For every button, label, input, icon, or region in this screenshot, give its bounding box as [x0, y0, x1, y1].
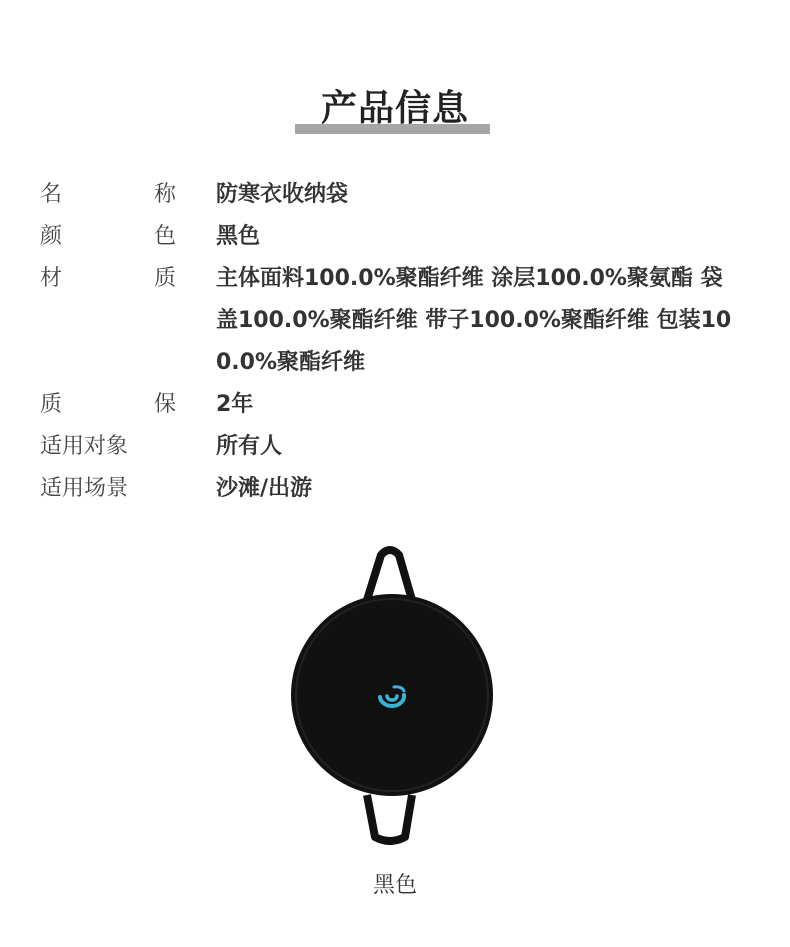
- spec-row-audience: [40, 426, 740, 468]
- spec-row-material: [40, 258, 740, 384]
- product-color-caption: 黑色: [372, 873, 417, 898]
- bag-body: [291, 594, 493, 796]
- spec-value-audience: 所有人: [216, 434, 283, 459]
- spec-row-scenario: [40, 468, 740, 510]
- spec-label: 材 质: [40, 266, 176, 291]
- spec-row-color: [40, 216, 740, 258]
- spec-label: 适用场景: [40, 476, 129, 501]
- spec-value-warranty: 2年: [216, 392, 254, 417]
- round-bag-image: [285, 545, 500, 845]
- section-header: [0, 84, 790, 136]
- spec-label: 适用对象: [40, 434, 129, 459]
- spec-value-scenario: 沙滩/出游: [216, 476, 313, 501]
- spec-value-material: 主体面料100.0%聚酯纤维 涂层100.0%聚氨酯 袋盖100.0%聚酯纤维 带子100.0%聚酯纤维 包装100.0%聚酯纤维: [216, 266, 732, 375]
- spec-label: 质 保: [40, 392, 176, 417]
- spec-value-name: 防寒衣收纳袋: [216, 182, 349, 207]
- spec-label: 颜 色: [40, 224, 176, 249]
- spec-row-name: [40, 174, 740, 216]
- top-handle: [367, 550, 412, 600]
- spec-value-color: 黑色: [216, 224, 261, 249]
- page-title: 产品信息: [320, 88, 469, 129]
- bottom-handle: [367, 795, 412, 841]
- spec-label: 名 称: [40, 182, 176, 207]
- product-image: [285, 545, 500, 845]
- spec-table: [40, 174, 740, 510]
- spec-row-warranty: [40, 384, 740, 426]
